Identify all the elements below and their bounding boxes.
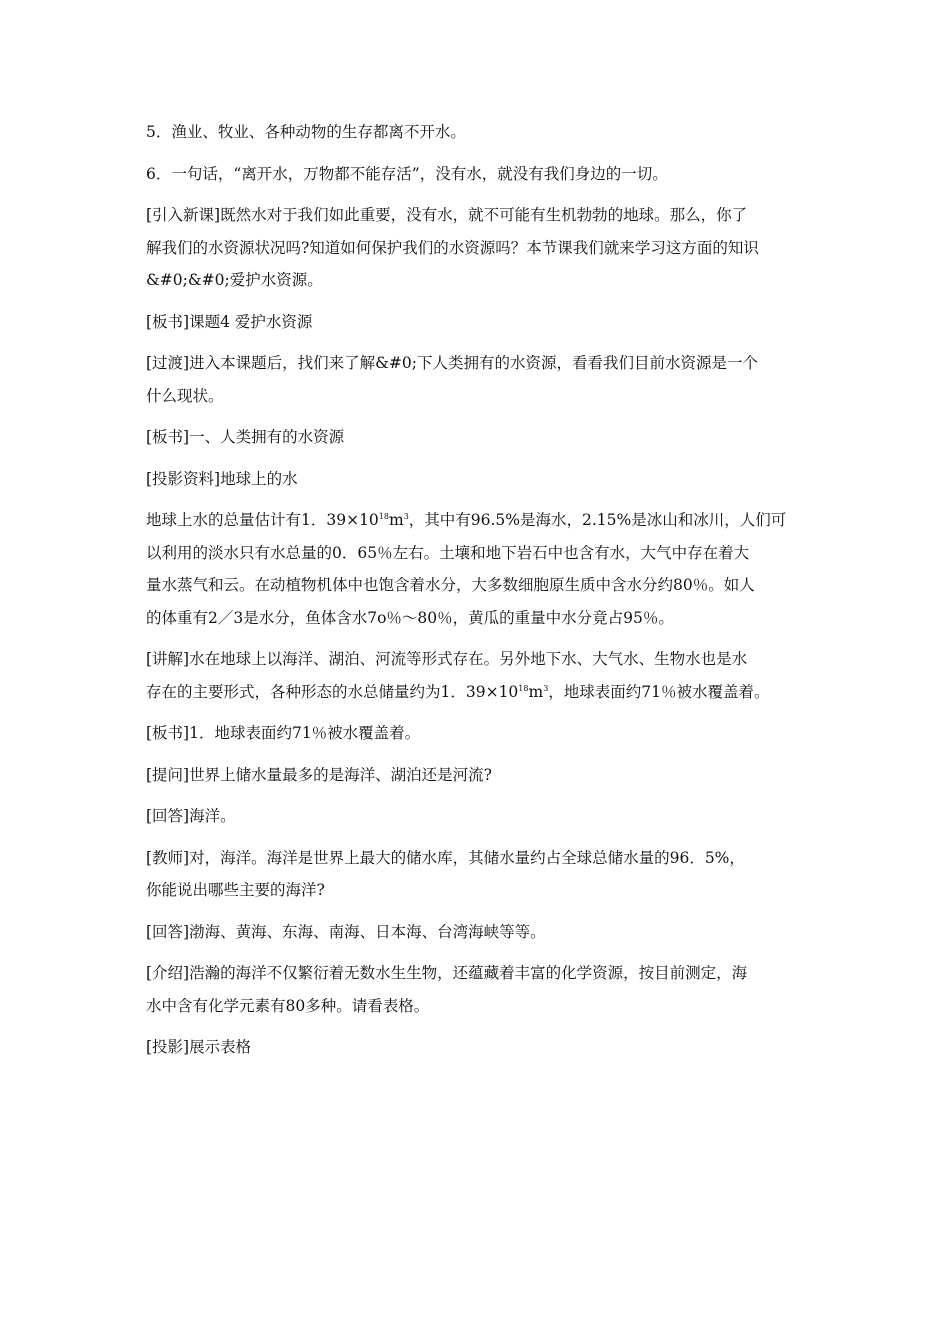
text-segment: [引入新课]既然水对于我们如此重要，没有水，就不可能有生机勃勃的地球。那么，你了: [146, 206, 748, 224]
text-line: [146, 602, 811, 635]
text-line: [146, 569, 811, 602]
text-segment: [投影]展示表格: [146, 1038, 252, 1056]
superscript: 3: [403, 512, 409, 521]
text-segment: [板书]一、人类拥有的水资源: [146, 428, 345, 446]
text-segment: [投影资料]地球上的水: [146, 469, 298, 488]
superscript: 18: [378, 512, 389, 521]
text-segment: m: [388, 511, 404, 529]
text-line: [146, 116, 811, 149]
text-line: [146, 717, 811, 750]
text-line: [146, 264, 811, 297]
paragraph: [146, 199, 811, 297]
paragraph: [146, 916, 811, 949]
text-segment: [提问]世界上储水量最多的是海洋、湖泊还是河流?: [146, 765, 492, 784]
paragraph: [146, 842, 811, 907]
text-segment: [教师]对，海洋。海洋是世界上最大的储水库，其储水量约占全球总储水量的96．5%，: [146, 848, 745, 867]
document-body: [146, 116, 811, 1073]
text-segment: 什么现状。: [146, 386, 224, 405]
text-line: [146, 643, 811, 676]
superscript: 3: [543, 683, 549, 693]
paragraph: [146, 306, 811, 339]
paragraph: [146, 504, 811, 634]
text-line: [146, 759, 811, 792]
text-segment: 水中含有化学元素有80多种。请看表格。: [146, 996, 430, 1015]
text-segment: &#0;&#0;爱护水资源。: [146, 271, 323, 289]
paragraph: [146, 463, 811, 496]
paragraph: [146, 158, 811, 191]
text-line: [146, 1031, 811, 1064]
text-segment: 量水蒸气和云。在动植物机体中也饱含着水分，大多数细胞原生质中含水分约80％。如人: [146, 576, 755, 594]
superscript: 18: [518, 683, 529, 693]
text-line: [146, 874, 811, 907]
text-segment: [回答]海洋。: [146, 807, 236, 825]
paragraph: [146, 957, 811, 1022]
text-segment: 的体重有2／3是水分，鱼体含水7o％～80％，黄瓜的重量中水分竟占95％。: [146, 608, 674, 627]
text-segment: ，地球表面约71％被水覆盖着。: [548, 682, 770, 701]
text-line: [146, 916, 811, 949]
text-line: [146, 158, 811, 191]
paragraph: [146, 800, 811, 833]
paragraph: [146, 717, 811, 750]
text-segment: [过渡]进入本课题后，找们来了解&#0;下人类拥有的水资源，看看我们目前水资源是一个: [146, 354, 758, 372]
paragraph: [146, 1031, 811, 1064]
text-segment: [介绍]浩瀚的海洋不仅繁衍着无数水生生物，还蕴藏着丰富的化学资源，按目前测定，海: [146, 964, 748, 982]
paragraph: [146, 421, 811, 454]
text-segment: 存在的主要形式，各种形态的水总储量约为1．39×10: [146, 682, 519, 701]
paragraph: [146, 759, 811, 792]
text-segment: [板书]1．地球表面约71％被水覆盖着。: [146, 724, 421, 742]
text-line: [146, 232, 811, 265]
text-segment: [板书]课题4 爱护水资源: [146, 312, 313, 331]
text-line: [146, 199, 811, 232]
text-segment: [回答]渤海、黄海、东海、南海、日本海、台湾海峡等等。: [146, 922, 546, 941]
text-line: [146, 306, 811, 339]
text-segment: m: [528, 682, 544, 701]
text-line: [146, 676, 811, 709]
text-line: [146, 504, 811, 537]
text-line: [146, 990, 811, 1023]
text-segment: 6．一句话，“离开水，万物都不能存活”，没有水，就没有我们身边的一切。: [146, 164, 668, 183]
text-segment: 解我们的水资源状况吗?知道如何保护我们的水资源吗？本节课我们就来学习这方面的知识: [146, 238, 759, 257]
text-segment: ，其中有96.5%是海水，2.15%是冰山和冰川，人们可: [408, 511, 787, 529]
text-segment: [讲解]水在地球上以海洋、湖泊、河流等形式存在。另外地下水、大气水、生物水也是水: [146, 650, 748, 668]
paragraph: [146, 116, 811, 149]
text-segment: 你能说出哪些主要的海洋?: [146, 881, 325, 899]
paragraph: [146, 643, 811, 708]
text-line: [146, 347, 811, 380]
text-line: [146, 800, 811, 833]
text-line: [146, 957, 811, 990]
text-segment: 地球上水的总量估计有1．39×10: [146, 511, 379, 529]
text-segment: 以利用的淡水只有水总量的0．65％左右。土壤和地下岩石中也含有水，大气中存在着大: [146, 543, 750, 562]
paragraph: [146, 347, 811, 412]
text-line: [146, 463, 811, 496]
text-line: [146, 421, 811, 454]
text-line: [146, 537, 811, 570]
text-line: [146, 842, 811, 875]
text-segment: 5．渔业、牧业、各种动物的生存都离不开水。: [146, 123, 466, 141]
text-line: [146, 380, 811, 413]
